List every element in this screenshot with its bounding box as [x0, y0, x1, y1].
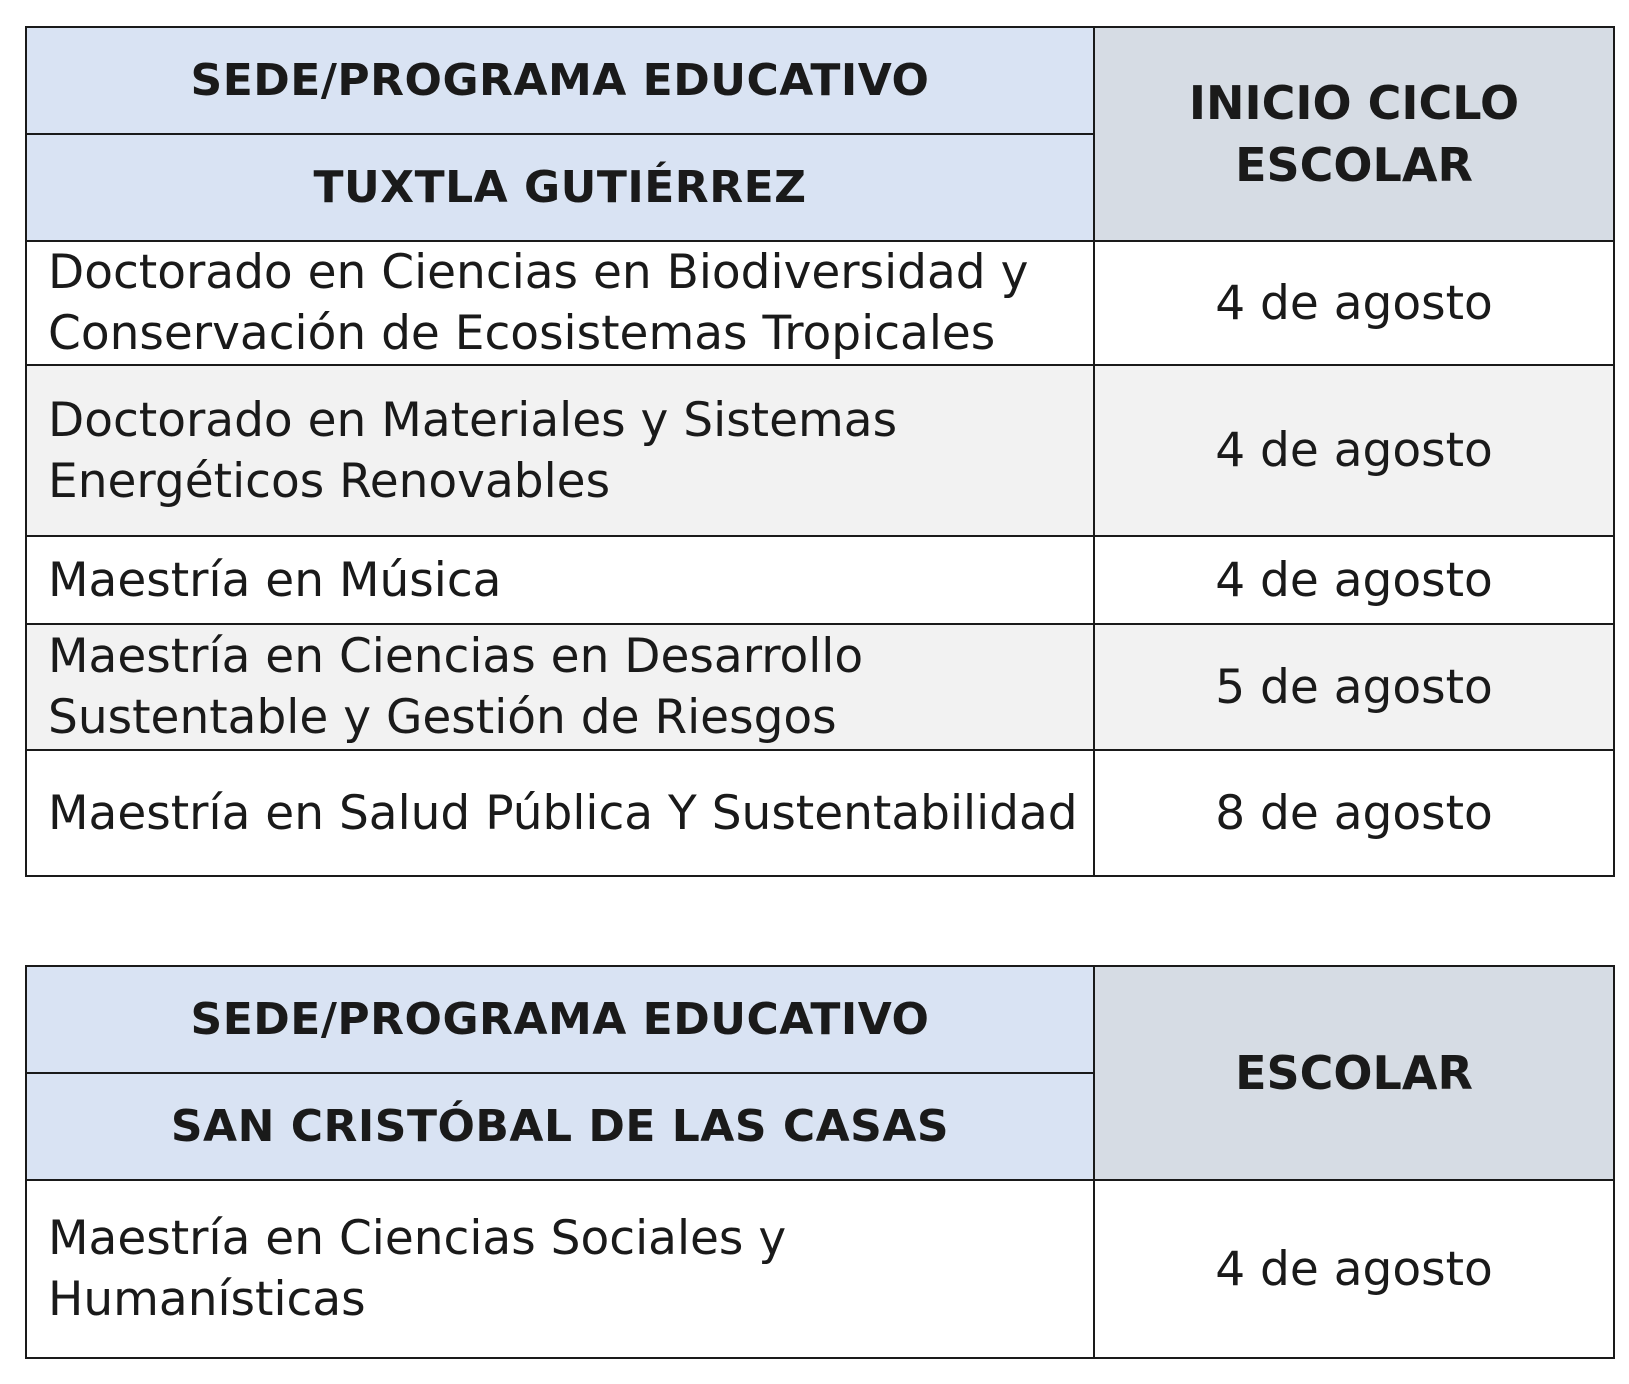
column-header-program: SEDE/PROGRAMA EDUCATIVO: [26, 27, 1094, 134]
start-date: 8 de agosto: [1094, 750, 1614, 876]
column-header-program: SEDE/PROGRAMA EDUCATIVO: [26, 966, 1094, 1073]
program-name: Doctorado en Materiales y Sistemas Energéticos Renovables: [26, 365, 1094, 536]
campus-name: SAN CRISTÓBAL DE LAS CASAS: [26, 1073, 1094, 1180]
program-name: Maestría en Música: [26, 536, 1094, 624]
table-row: [26, 750, 1614, 876]
program-name: Doctorado en Ciencias en Biodiversidad y Conservación de Ecosistemas Tropicales: [26, 241, 1094, 365]
start-date: 4 de agosto: [1094, 241, 1614, 365]
column-header-start-line2: ESCOLAR: [1235, 138, 1473, 192]
campus-name: TUXTLA GUTIÉRREZ: [26, 134, 1094, 241]
schedule-table-tuxtla: [25, 26, 1615, 877]
program-name: Maestría en Ciencias en Desarrollo Sustentable y Gestión de Riesgos: [26, 624, 1094, 750]
header-row: [26, 27, 1614, 134]
program-name: Maestría en Ciencias Sociales y Humanísticas: [26, 1180, 1094, 1358]
program-name: Maestría en Salud Pública Y Sustentabilidad: [26, 750, 1094, 876]
start-date: 4 de agosto: [1094, 536, 1614, 624]
start-date: 4 de agosto: [1094, 365, 1614, 536]
column-header-start: [1094, 27, 1614, 241]
schedule-table-san-cristobal: [25, 965, 1615, 1359]
column-header-start-line1: ESCOLAR: [1235, 1046, 1473, 1100]
table-row: [26, 624, 1614, 750]
table-row: [26, 536, 1614, 624]
column-header-start: [1094, 966, 1614, 1180]
start-date: 4 de agosto: [1094, 1180, 1614, 1358]
column-header-start-line1: INICIO CICLO: [1188, 76, 1520, 130]
table-row: [26, 365, 1614, 536]
table-row: [26, 1180, 1614, 1358]
start-date: 5 de agosto: [1094, 624, 1614, 750]
table-row: [26, 241, 1614, 365]
header-row: [26, 966, 1614, 1073]
